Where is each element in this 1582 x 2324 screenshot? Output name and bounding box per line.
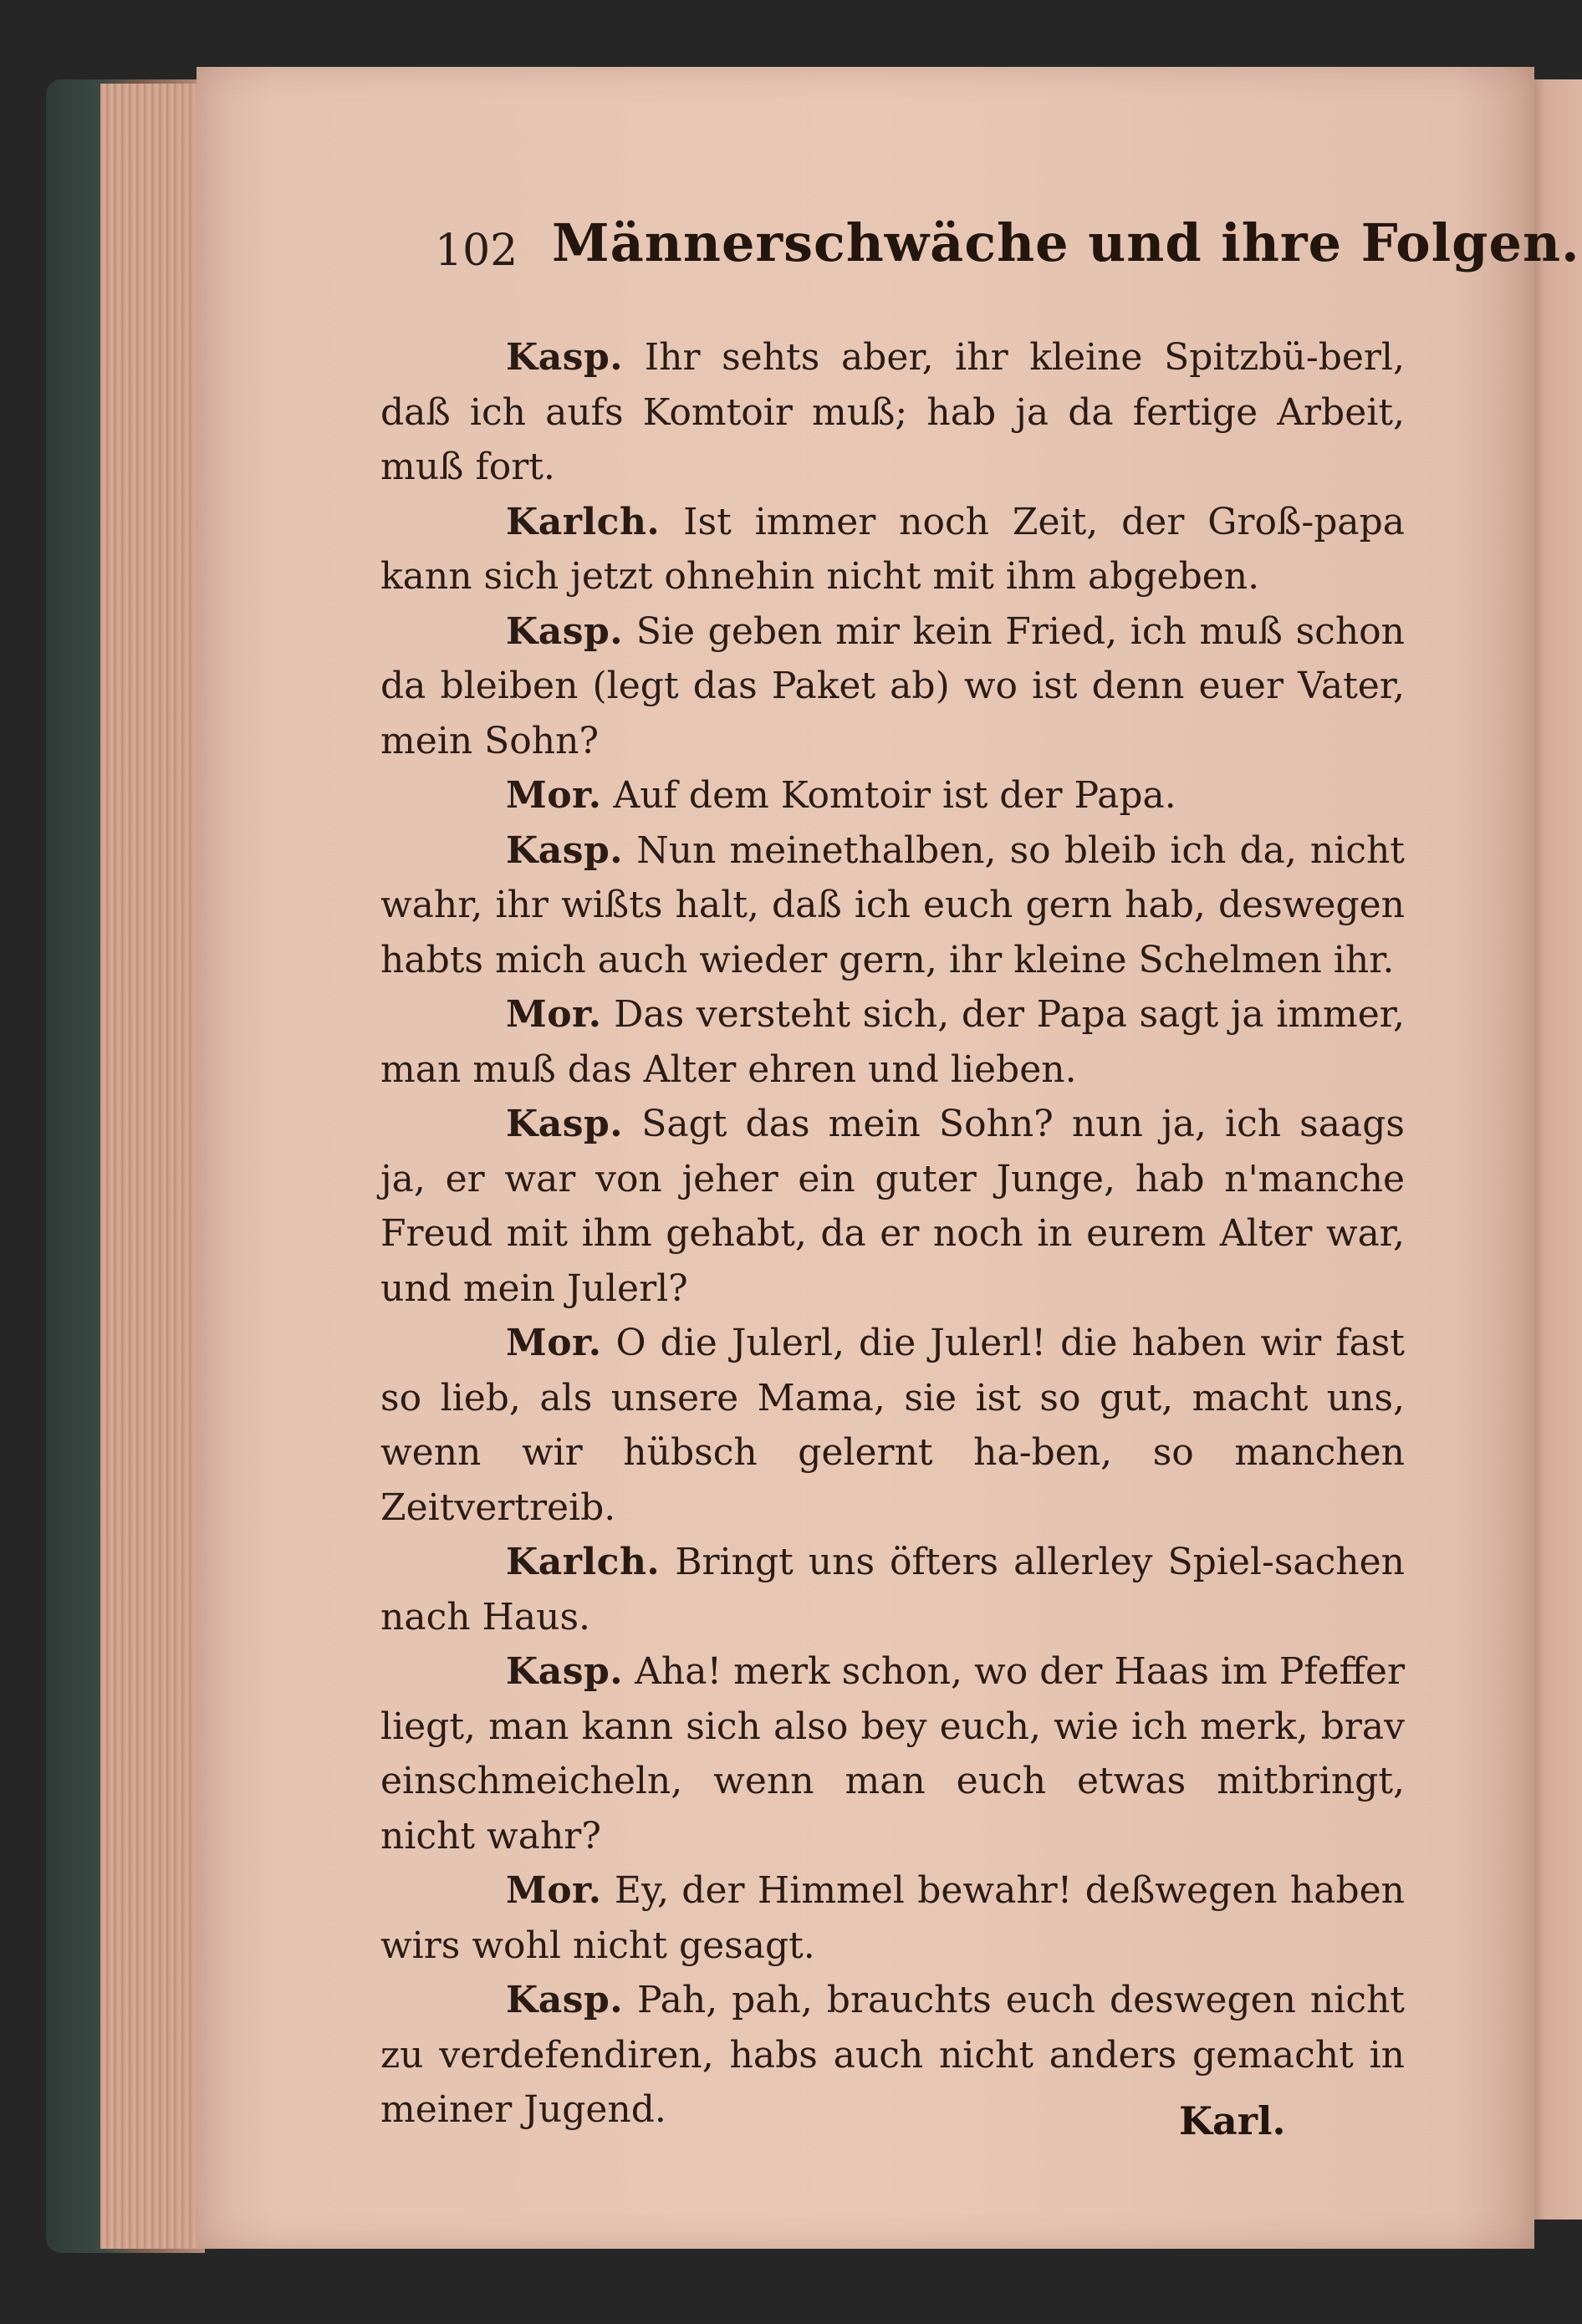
speech-text: Ey, der Himmel bewahr! deßwegen haben wirs wohl nicht gesagt. bbox=[380, 1869, 1405, 1967]
speaker-name: Kasp. bbox=[506, 1103, 624, 1145]
speaker-name: Mor. bbox=[506, 1322, 602, 1364]
speech-text: Ist immer noch Zeit, der Groß-papa kann sich jetzt ohnehin nicht mit ihm abgeben. bbox=[380, 500, 1405, 598]
speech-paragraph bbox=[380, 330, 1405, 495]
page-header bbox=[435, 209, 1580, 301]
speaker-name: Karlch. bbox=[506, 500, 661, 543]
speech-paragraph bbox=[380, 1097, 1405, 1316]
speech-paragraph bbox=[380, 768, 1405, 823]
speech-text: Aha! merk schon, wo der Haas im Pfeffer liegt, man kann sich also bey euch, wie ich merk, brav einschmeicheln, wenn man euch etwas mitbringt, nicht wahr? bbox=[380, 1650, 1405, 1858]
speech-paragraph bbox=[380, 987, 1405, 1097]
dialogue-text bbox=[380, 330, 1405, 2138]
catchword: Karl. bbox=[1179, 2098, 1286, 2143]
speech-paragraph bbox=[380, 1863, 1405, 1973]
speaker-name: Mor. bbox=[506, 993, 602, 1036]
speech-paragraph bbox=[380, 1644, 1405, 1863]
speech-paragraph bbox=[380, 1316, 1405, 1535]
speaker-name: Kasp. bbox=[506, 828, 624, 872]
speech-text: Ihr sehts aber, ihr kleine Spitzbü-berl, daß ich aufs Komtoir muß; hab ja da fertige Arbeit, muß fort. bbox=[380, 336, 1405, 488]
speaker-name: Mor. bbox=[506, 1869, 602, 1912]
speech-paragraph bbox=[380, 604, 1405, 769]
speech-text: Bringt uns öfters allerley Spiel-sachen nach Haus. bbox=[380, 1541, 1405, 1639]
speaker-name: Kasp. bbox=[506, 336, 624, 379]
speech-text: O die Julerl, die Julerl! die haben wir fast so lieb, als unsere Mama, sie ist so gut, macht uns, wenn wir hübsch gelernt ha-ben, so manchen Zeitvertreib. bbox=[380, 1322, 1405, 1529]
speech-paragraph bbox=[380, 1535, 1405, 1644]
speech-text: Sagt das mein Sohn? nun ja, ich saags ja, er war von jeher ein guter Junge, hab n'manche Freud mit ihm gehabt, da er noch in eurem Alter war, und mein Julerl? bbox=[380, 1103, 1405, 1310]
speech-text: Sie geben mir kein Fried, ich muß schon da bleiben (legt das Paket ab) wo ist denn euer Vater, mein Sohn? bbox=[380, 609, 1405, 762]
speech-text: Nun meinethalben, so bleib ich da, nicht wahr, ihr wißts halt, daß ich euch gern hab, deswegen habts mich auch wieder gern, ihr kleine Schelmen ihr. bbox=[380, 828, 1405, 981]
speech-text: Das versteht sich, der Papa sagt ja immer, man muß das Alter ehren und lieben. bbox=[380, 993, 1405, 1091]
speech-text: Pah, pah, brauchts euch deswegen nicht zu verdefendiren, habs auch nicht anders gemacht in meiner Jugend. bbox=[380, 1979, 1405, 2131]
speaker-name: Kasp. bbox=[506, 1979, 624, 2021]
speaker-name: Mor. bbox=[506, 774, 602, 817]
running-title: Männerschwäche und ihre Folgen. bbox=[552, 212, 1580, 273]
page-number: 102 bbox=[435, 226, 518, 276]
speaker-name: Kasp. bbox=[506, 1650, 624, 1693]
speech-paragraph bbox=[380, 823, 1405, 988]
speech-paragraph bbox=[380, 495, 1405, 604]
speech-text: Auf dem Komtoir ist der Papa. bbox=[613, 774, 1176, 817]
speaker-name: Kasp. bbox=[506, 609, 624, 653]
speaker-name: Karlch. bbox=[506, 1541, 661, 1583]
